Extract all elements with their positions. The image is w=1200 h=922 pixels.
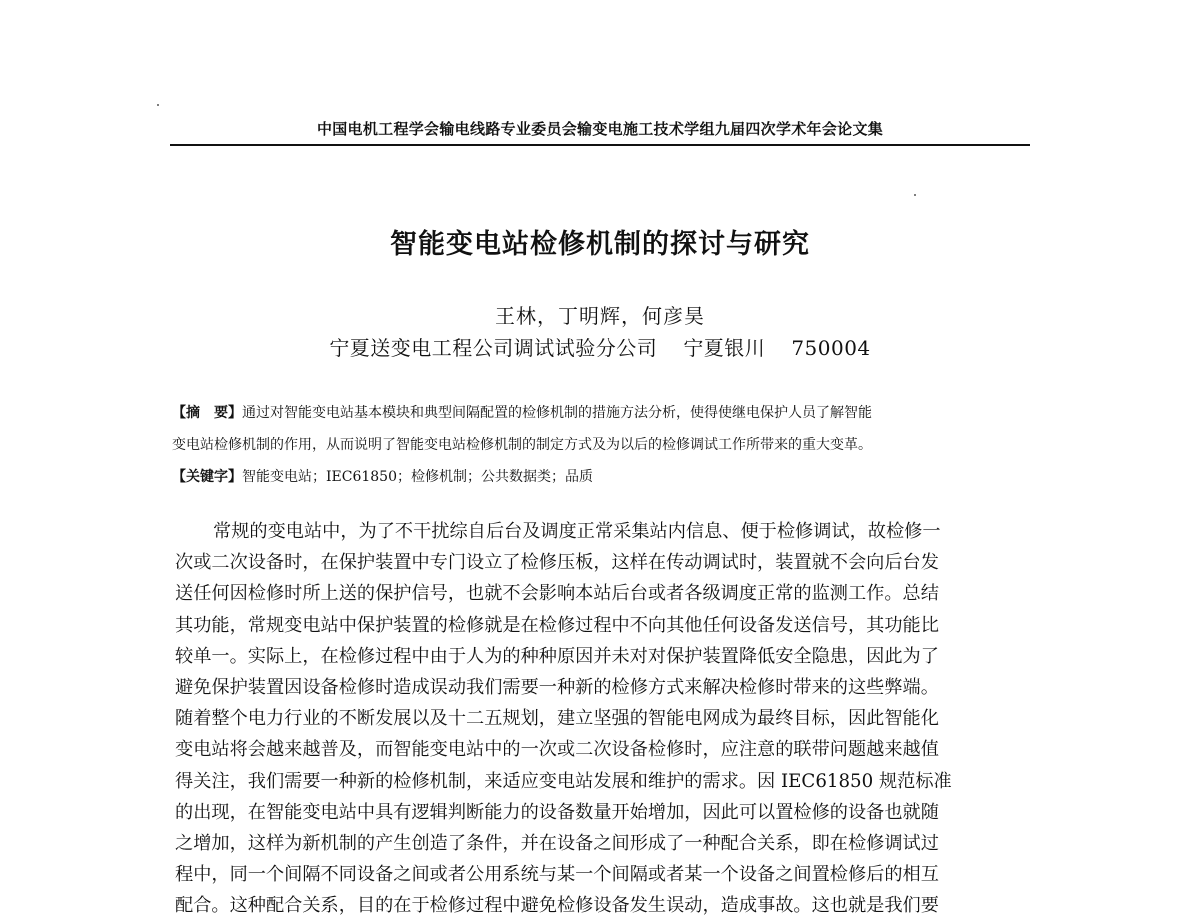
scan-speck — [914, 194, 916, 196]
body-line: 随着整个电力行业的不断发展以及十二五规划，建立坚强的智能电网成为最终目标，因此智能化 — [175, 708, 939, 730]
running-header: 中国电机工程学会输电线路专业委员会输变电施工技术学组九届四次学术年会论文集 — [316, 120, 884, 138]
body-line: 次或二次设备时，在保护装置中专门设立了检修压板，这样在传动调试时，装置就不会向后台发 — [175, 552, 939, 574]
body-line: 避免保护装置因设备检修时造成误动我们需要一种新的检修方式来解决检修时带来的这些弊端。 — [175, 677, 939, 699]
body-line: 送任何因检修时所上送的保护信号，也就不会影响本站后台或者各级调度正常的监测工作。总结 — [175, 583, 939, 605]
body-paragraph — [175, 516, 1035, 922]
body-line: 其功能，常规变电站中保护装置的检修就是在检修过程中不向其他任何设备发送信号，其功能比 — [175, 614, 939, 636]
body-line: 之增加，这样为新机制的产生创造了条件，并在设备之间形成了一种配合关系，即在检修调试过 — [175, 833, 939, 855]
affiliation-city: 宁夏银川 — [683, 336, 766, 360]
affiliation-postcode: 750004 — [791, 336, 871, 360]
abstract-block — [172, 397, 1032, 493]
body-line: 程中，同一个间隔不同设备之间或者公用系统与某一个间隔或者某一个设备之间置检修后的相互 — [175, 864, 939, 886]
header-rule — [170, 144, 1030, 146]
abstract-line — [172, 397, 1032, 429]
keywords-line — [172, 461, 1032, 493]
scan-speck — [157, 104, 159, 106]
body-line: 得关注，我们需要一种新的检修机制，来适应变电站发展和维护的需求。因 IEC61850 规范标准 — [175, 770, 952, 792]
author-list: 王林，丁明辉，何彦昊 — [495, 304, 705, 328]
keywords-text: 智能变电站；IEC61850；检修机制；公共数据类；品质 — [242, 469, 593, 485]
body-line: 的出现，在智能变电站中具有逻辑判断能力的设备数量开始增加，因此可以置检修的设备也就随 — [175, 801, 939, 823]
body-line: 较单一。实际上，在检修过程中由于人为的种种原因并未对对保护装置降低安全隐患，因此为了 — [175, 645, 939, 667]
affiliation — [170, 332, 1030, 361]
abstract-line: 变电站检修机制的作用，从而说明了智能变电站检修机制的制定方式及为以后的检修调试工作所带来的重大变革。 — [172, 437, 872, 453]
affiliation-company: 宁夏送变电工程公司调试试验分公司 — [329, 336, 658, 360]
abstract-text: 通过对智能变电站基本模块和典型间隔配置的检修机制的措施方法分析，使得使继电保护人员了解智能 — [242, 405, 872, 421]
keywords-label: 【关键字】 — [172, 469, 242, 485]
paper-title: 智能变电站检修机制的探讨与研究 — [390, 229, 810, 260]
body-line: 常规的变电站中，为了不干扰综自后台及调度正常采集站内信息、便于检修调试，故检修一 — [213, 521, 941, 542]
abstract-label: 【摘 要】 — [172, 405, 242, 421]
body-line: 配合。这种配合关系，目的在于检修过程中避免检修设备发生误动，造成事故。这也就是我们要 — [175, 895, 939, 917]
body-line: 变电站将会越来越普及，而智能变电站中的一次或二次设备检修时，应注意的联带问题越来越值 — [175, 739, 939, 761]
